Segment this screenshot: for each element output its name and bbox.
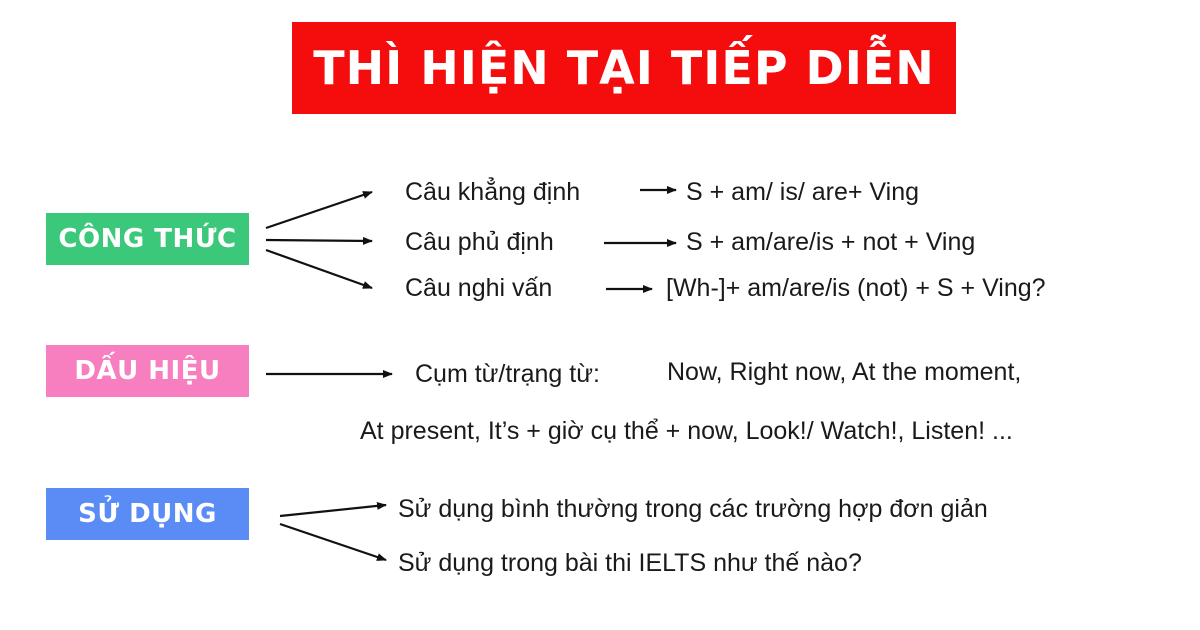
- section-chip-usage[interactable]: [46, 488, 249, 540]
- signal-row-1-label: Cụm từ/trạng từ:: [415, 360, 600, 388]
- page-title-banner: [292, 22, 956, 114]
- formula-row-2-value: S + am/are/is + not + Ving: [686, 228, 976, 256]
- formula-row-1-value: S + am/ is/ are+ Ving: [686, 178, 919, 206]
- formula-row-1-label: Câu khẳng định: [405, 178, 581, 206]
- formula-row-3-value: [Wh-]+ am/are/is (not) + S + Ving?: [666, 274, 1046, 302]
- page-title: THÌ HIỆN TẠI TIẾP DIỄN: [313, 41, 935, 95]
- arrow-formula-2: [266, 240, 372, 241]
- usage-row-2-label: Sử dụng trong bài thi IELTS như thế nào?: [398, 549, 862, 577]
- arrow-formula-3: [266, 250, 372, 288]
- signal-row-2-label: At present, It’s + giờ cụ thể + now, Look!/ Watch!, Listen! ...: [360, 417, 1013, 445]
- arrow-usage-2: [280, 524, 386, 560]
- section-chip-formula-label: CÔNG THỨC: [58, 224, 237, 254]
- signal-row-1-value: Now, Right now, At the moment,: [667, 358, 1022, 386]
- usage-row-1-label: Sử dụng bình thường trong các trường hợp đơn giản: [398, 495, 988, 523]
- arrow-usage-1: [280, 505, 386, 516]
- section-chip-usage-label: SỬ DỤNG: [78, 499, 217, 529]
- arrow-formula-1: [266, 192, 372, 228]
- section-chip-signal[interactable]: [46, 345, 249, 397]
- section-chip-signal-label: DẤU HIỆU: [74, 356, 221, 386]
- formula-row-3-label: Câu nghi vấn: [405, 274, 553, 302]
- section-chip-formula[interactable]: [46, 213, 249, 265]
- formula-row-2-label: Câu phủ định: [405, 228, 554, 256]
